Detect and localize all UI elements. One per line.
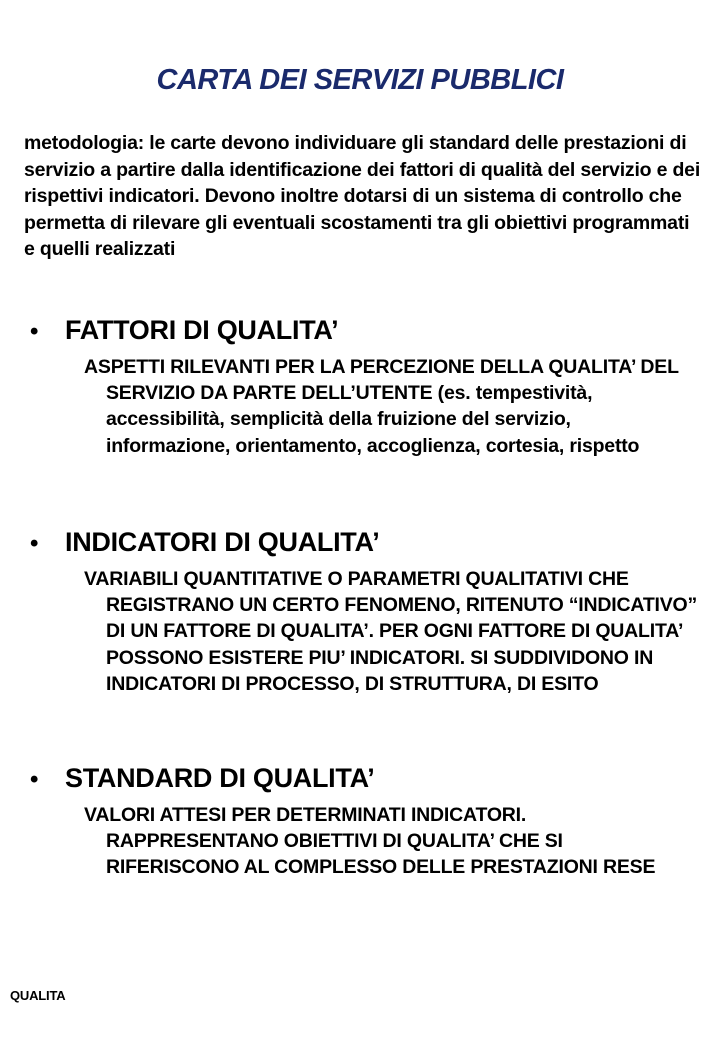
- intro-paragraph: metodologia: le carte devono individuare gli standard delle prestazioni di servizio a partire dalla identificazione dei fattori di qualità del servizio e dei rispettivi indicatori. Devono inoltre dotarsi di un sistema di controllo che permetta di rilevare gli eventuali scostamenti tra gli obiettivi programmati e quelli realizzati: [24, 132, 701, 260]
- section-description: VALORI ATTESI PER DETERMINATI INDICATORI. RAPPRESENTANO OBIETTIVI DI QUALITA’ CHE SI RIFERISCONO AL COMPLESSO DELLE PRESTAZIONI RESE: [84, 804, 656, 879]
- section-heading: INDICATORI DI QUALITA’: [65, 527, 380, 557]
- page-title: CARTA DEI SERVIZI PUBBLICI: [156, 64, 564, 96]
- bullet-icon: •: [30, 318, 39, 345]
- section-description: ASPETTI RILEVANTI PER LA PERCEZIONE DELLA QUALITA’ DEL SERVIZIO DA PARTE DELL’UTENTE (es. tempestività, accessibilità, semplicità della fruizione del servizio, informazione, orientamento, accoglienza, cortesia, rispetto: [84, 356, 679, 457]
- section-description: VARIABILI QUANTITATIVE O PARAMETRI QUALITATIVI CHE REGISTRANO UN CERTO FENOMENO, RITENUTO “INDICATIVO” DI UN FATTORE DI QUALITA’. PER OGNI FATTORE DI QUALITA’ POSSONO ESISTERE PIU’ INDICATORI. SI SUDDIVIDONO IN INDICATORI DI PROCESSO, DI STRUTTURA, DI ESITO: [84, 568, 698, 695]
- section-heading: STANDARD DI QUALITA’: [65, 763, 375, 793]
- bullet-icon: •: [30, 530, 39, 557]
- section-standard: [30, 760, 700, 881]
- footer-label: QUALITA: [10, 988, 66, 1003]
- bullet-icon: •: [30, 766, 39, 793]
- section-heading: FATTORI DI QUALITA’: [65, 315, 339, 345]
- section-fattori: [30, 312, 700, 459]
- section-indicatori: [30, 524, 700, 697]
